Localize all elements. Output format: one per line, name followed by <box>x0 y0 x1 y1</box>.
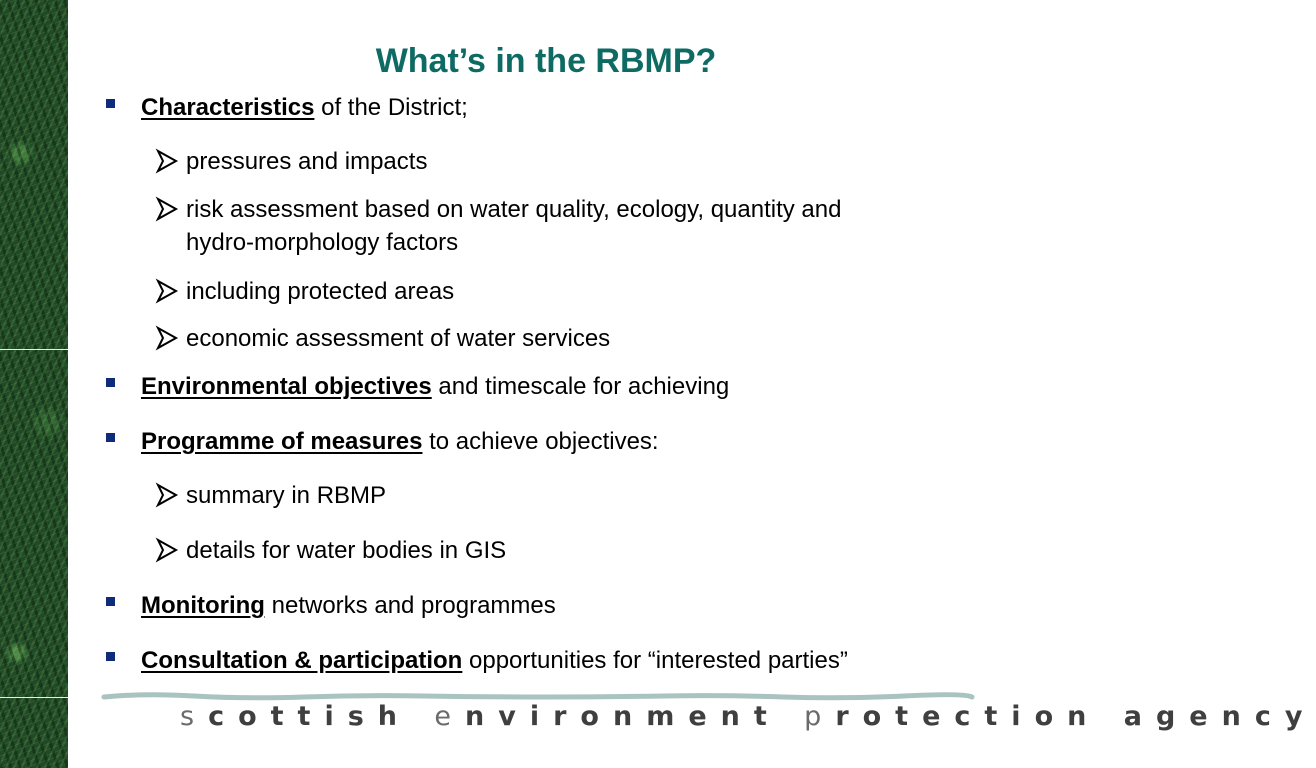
keyword: Consultation & participation <box>141 647 463 674</box>
bullet-characteristics <box>141 91 468 124</box>
arrow-bullet-icon <box>156 539 178 561</box>
square-bullet-icon <box>106 99 115 108</box>
bullet-monitoring <box>141 589 556 622</box>
bullet-text: of the District; <box>314 94 468 121</box>
square-bullet-icon <box>106 597 115 606</box>
bullet-programme-of-measures <box>141 425 659 458</box>
bullet-text: opportunities for “interested parties” <box>462 647 848 674</box>
bullet-consultation <box>141 644 848 677</box>
strip-divider <box>0 697 68 698</box>
wordmark-part: s <box>180 701 209 732</box>
sub-bullet: details for water bodies in GIS <box>186 537 507 564</box>
decorative-grass-strip <box>0 0 68 768</box>
arrow-bullet-icon <box>156 280 178 302</box>
sub-bullet-continuation: hydro-morphology factors <box>186 229 459 256</box>
wordmark-part: p <box>804 701 836 732</box>
square-bullet-icon <box>106 378 115 387</box>
bullet-text: to achieve objectives: <box>422 428 659 455</box>
bullet-text: networks and programmes <box>264 592 556 619</box>
arrow-bullet-icon <box>156 484 178 506</box>
square-bullet-icon <box>106 433 115 442</box>
keyword: Characteristics <box>141 94 315 121</box>
keyword: Programme of measures <box>141 428 423 455</box>
sub-bullet: economic assessment of water services <box>186 325 611 352</box>
bullet-environmental-objectives <box>141 370 729 403</box>
wordmark-part: cottish <box>208 701 435 732</box>
strip-divider <box>0 349 68 350</box>
keyword: Environmental objectives <box>141 373 432 400</box>
square-bullet-icon <box>106 652 115 661</box>
wordmark-part: nvironment <box>465 701 805 732</box>
sub-bullet: summary in RBMP <box>186 482 387 509</box>
sub-bullet: pressures and impacts <box>186 148 428 175</box>
arrow-bullet-icon <box>156 198 178 220</box>
sub-bullet: risk assessment based on water quality, ecology, quantity and <box>186 196 842 223</box>
arrow-bullet-icon <box>156 150 178 172</box>
agency-wordmark <box>180 701 1316 732</box>
slide-title: What’s in the RBMP? <box>375 42 717 80</box>
keyword: Monitoring <box>141 592 265 619</box>
sub-bullet: including protected areas <box>186 278 455 305</box>
arrow-bullet-icon <box>156 327 178 349</box>
bullet-text: and timescale for achieving <box>431 373 730 400</box>
wordmark-part: rotection agency <box>835 701 1316 732</box>
wordmark-part: e <box>434 701 466 732</box>
